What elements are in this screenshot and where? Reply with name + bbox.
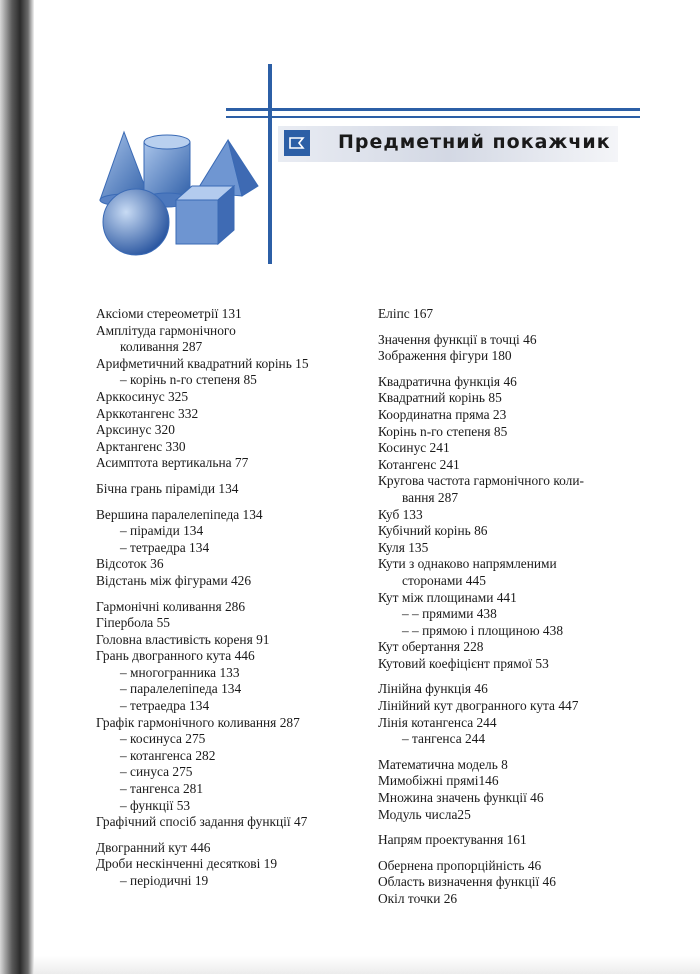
index-entry: Куля 135: [378, 539, 429, 555]
index-entry: Окіл точки 26: [378, 891, 458, 906]
index-entry: Обернена пропорційність 46: [378, 857, 542, 873]
index-group-gap: [378, 365, 640, 374]
index-entry: Котангенс 241: [378, 456, 460, 472]
index-entry: Косинус 241: [378, 440, 450, 456]
index-entry: Амплітуда гармонічного: [96, 322, 236, 338]
index-subentry: – функції 53: [120, 797, 191, 813]
geometric-shapes-illustration: [92, 130, 264, 260]
index-entry: Напрям проектування 161: [378, 832, 527, 848]
index-entry: Двогранний кут 446: [96, 839, 211, 855]
index-group-gap: [96, 498, 366, 507]
index-entry: Асимптота вертикальна 77: [96, 455, 249, 471]
index-subentry: – косинуса 275: [120, 731, 206, 747]
index-subentry: – – прямою і площиною 438: [402, 622, 564, 638]
index-subentry: коливання 287: [120, 339, 203, 355]
index-entry: Гіпербола 55: [96, 615, 170, 631]
index-entry: Арифметичний квадратний корінь 15: [96, 355, 309, 371]
index-column-right: [378, 306, 640, 908]
index-entry: Область визначення функції 46: [378, 874, 556, 890]
index-entry: Лінія котангенса 244: [378, 714, 497, 730]
flag-icon: [284, 130, 310, 156]
index-entry: Лінійна функція 46: [378, 681, 488, 697]
decorative-horizontal-line: [226, 108, 640, 111]
decorative-horizontal-line: [226, 116, 640, 118]
page-title: Предметний покажчик: [338, 131, 611, 153]
index-group-gap: [378, 849, 640, 858]
page-bottom-shade: [34, 956, 700, 974]
index-subentry: вання 287: [402, 489, 459, 505]
index-entry: Бічна грань піраміди 134: [96, 480, 239, 496]
index-entry: Графік гармонічного коливання 287: [96, 714, 300, 730]
index-entry: Корінь n-го степеня 85: [378, 423, 508, 439]
index-entry: Еліпс 167: [378, 306, 434, 321]
index-entry: Грань двогранного кута 446: [96, 648, 255, 664]
index-entry: Арксинус 320: [96, 422, 175, 438]
decorative-vertical-line: [268, 64, 272, 264]
index-entry: Головна властивість кореня 91: [96, 631, 270, 647]
index-subentry: – тетраедра 134: [120, 698, 210, 714]
index-entry: Куб 133: [378, 506, 423, 522]
index-entry: Графічний спосіб задання функції 47: [96, 814, 308, 830]
index-entry: Математична модель 8: [378, 756, 508, 772]
index-group-gap: [378, 672, 640, 681]
index-group-gap: [378, 823, 640, 832]
index-entry: Квадратний корінь 85: [378, 390, 502, 406]
index-column-left: [96, 306, 366, 890]
index-entry: Кутовий коефіцієнт прямої 53: [378, 655, 549, 671]
index-entry: Квадратична функція 46: [378, 373, 517, 389]
index-subentry: – корінь n-го степеня 85: [120, 372, 257, 388]
index-subentry: – паралелепіпеда 134: [120, 681, 242, 697]
index-subentry: – котангенса 282: [120, 747, 216, 763]
index-group-gap: [96, 831, 366, 840]
index-subentry: – – прямими 438: [402, 606, 497, 622]
index-entry: Модуль числа25: [378, 806, 471, 822]
index-entry: Гармонічні коливання 286: [96, 598, 246, 614]
index-entry: Кут обертання 228: [378, 639, 484, 655]
index-entry: Кут між площинами 441: [378, 589, 517, 605]
index-group-gap: [378, 323, 640, 332]
index-entry: Арккотангенс 332: [96, 405, 199, 421]
index-subentry: – тетраедра 134: [120, 539, 210, 555]
index-subentry: сторонами 445: [402, 572, 486, 588]
index-entry: Множина значень функції 46: [378, 790, 544, 806]
cylinder-shape: [144, 142, 190, 200]
index-group-gap: [96, 472, 366, 481]
index-subentry: – синуса 275: [120, 764, 193, 780]
index-subentry: – многогранника 133: [120, 664, 240, 680]
index-entry: Арккосинус 325: [96, 388, 189, 404]
index-entry: Вершина паралелепіпеда 134: [96, 506, 263, 522]
index-entry: Координатна пряма 23: [378, 406, 507, 422]
index-subentry: – піраміди 134: [120, 523, 204, 539]
index-entry: Зображення фігури 180: [378, 348, 512, 364]
index-entry: Кругова частота гармонічного коли-: [378, 473, 584, 489]
index-entry: Значення функції в точці 46: [378, 331, 537, 347]
index-entry: Кути з однаково напрямленими: [378, 556, 557, 572]
index-entry: Відстань між фігурами 426: [96, 572, 252, 588]
index-group-gap: [378, 748, 640, 757]
index-subentry: – тангенса 281: [120, 781, 204, 797]
index-entry: Лінійний кут двогранного кута 447: [378, 698, 579, 714]
index-entry: Аксіоми стереометрії 131: [96, 306, 242, 321]
index-entry: Мимобіжні прямі146: [378, 773, 499, 789]
index-entry: Кубічний корінь 86: [378, 523, 488, 539]
index-entry: Арктангенс 330: [96, 438, 186, 454]
index-entry: Дроби нескінченні десяткові 19: [96, 856, 278, 872]
book-spine-shadow: [0, 0, 34, 974]
index-entry: Відсоток 36: [96, 556, 164, 572]
index-subentry: – тангенса 244: [402, 731, 486, 747]
sphere-shape: [103, 189, 169, 255]
index-subentry: – періодичні 19: [120, 873, 209, 888]
index-group-gap: [96, 590, 366, 599]
